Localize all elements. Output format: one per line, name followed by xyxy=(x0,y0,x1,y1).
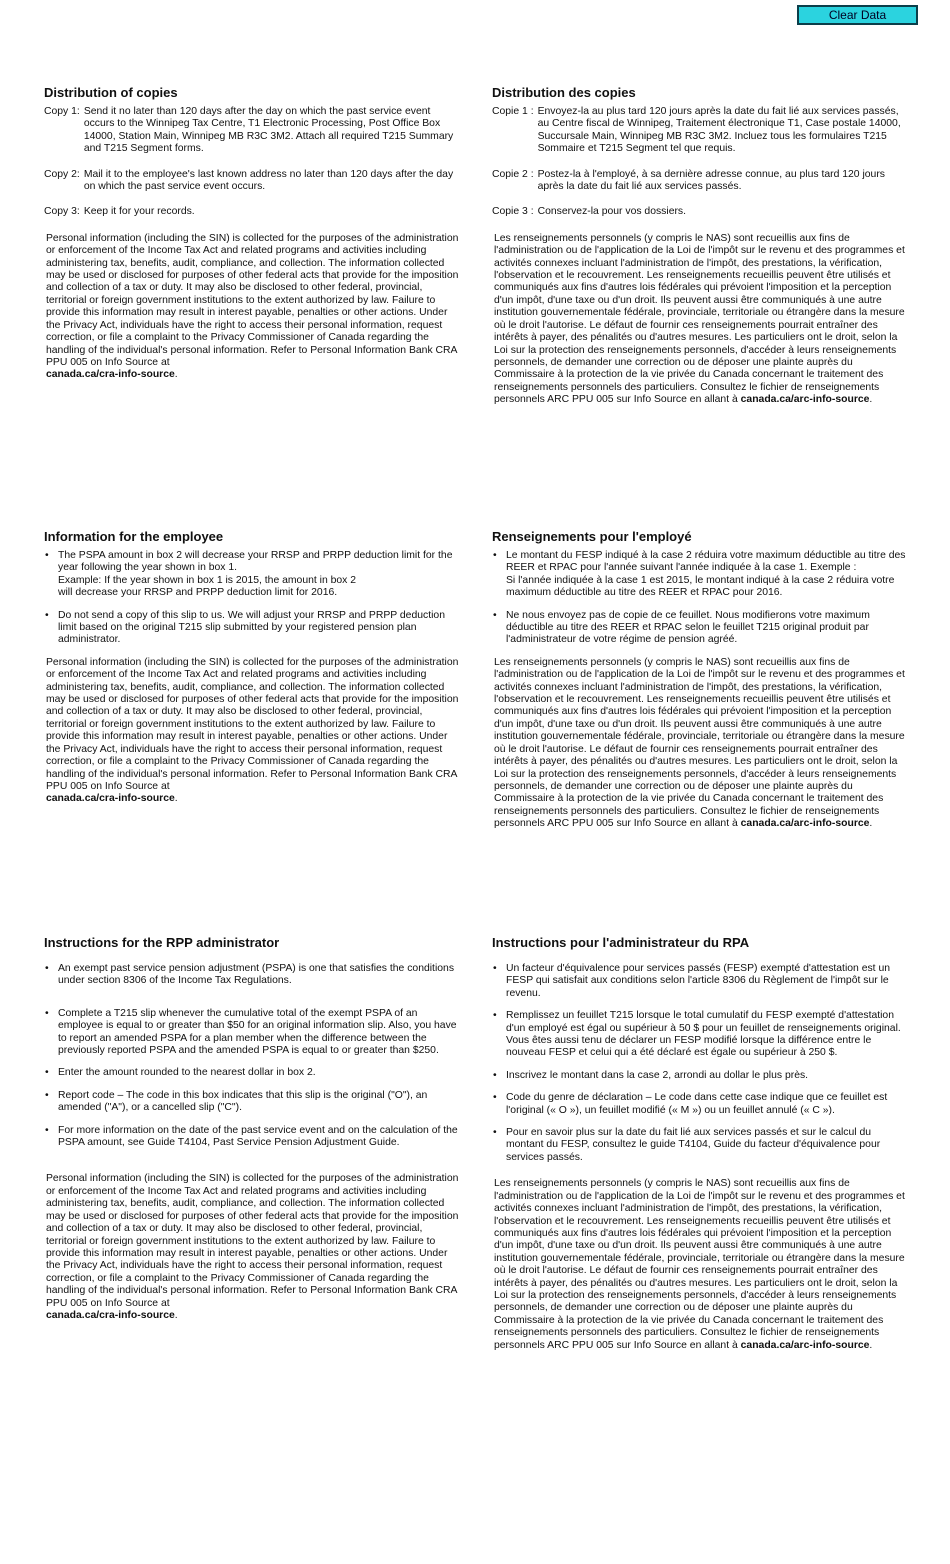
list-item: • Le montant du FESP indiqué à la case 2 réduira votre maximum déductible au titre des REER et RPAC pour l'année suivant l'année indiquée à la case 1. Exemple : Si l'année indiquée à la case 1 est 2015, le montant indiqué à la case 2 réduira votre maximum déductible au titre des REER et RPAC pour 2016. xyxy=(492,550,910,600)
copy-2-fr: Copie 2 : Postez-la à l'employé, à sa dernière adresse connue, au plus tard 120 jours après la date du fait lié aux services passés. xyxy=(492,168,885,193)
info-source-link-en: canada.ca/cra-info-source xyxy=(46,1309,175,1321)
list-item: • For more information on the date of the past service event and on the calculation of the PSPA amount, see Guide T4104, Past Service Pension Adjustment Guide. xyxy=(44,1125,462,1150)
list-item: • The PSPA amount in box 2 will decrease your RRSP and PRPP deduction limit for the year following the year shown in box 1. Example: If the year shown in box 1 is 2015, the amount in box 2 will decrease your RRSP and PRPP deduction limit for 2016. xyxy=(44,550,462,600)
info-source-link-fr: canada.ca/arc-info-source xyxy=(740,1339,870,1351)
distribution-title-fr: Distribution des copies xyxy=(492,85,636,100)
info-source-link-fr: canada.ca/arc-info-source xyxy=(740,394,870,406)
administrator-instructions-en xyxy=(44,935,462,1322)
employee-title-en: Information for the employee xyxy=(44,529,224,544)
list-item: • Un facteur d'équivalence pour services passés (FESP) exempté d'attestation est un FESP qui satisfait aux conditions selon l'article 8306 du Règlement de l'impôt sur le revenu. xyxy=(492,963,910,1000)
privacy-notice-fr: Les renseignements personnels (y compris le NAS) sont recueillis aux fins de l'administration ou de l'application de la Loi de l'impôt sur le revenu et des programmes et activités connexes incluant l'administration de l'impôt, des prestations, la vérification, l'observation et le recouvrement. Les renseignements recueillis peuvent être utilisés et communiqués aux fins d'autres lois fédérales qui prévoient l'imposition et la perception d'un impôt, d'une taxe ou d'un droit. Ils peuvent aussi être communiqués à une autre institution gouvernementale fédérale, provinciale, territoriale ou étrangère dans la mesure où le droit l'autorise. Le défaut de fournir ces renseignements pourrait entraîner des intérêts à payer, des pénalités ou d'autres mesures. Les particuliers ont le droit, selon la Loi sur la protection des renseignements personnels, d'accéder à leurs renseignements personnels, de demander une correction ou de déposer une plainte auprès du Commissaire à la protection de la vie privée du Canada concernant le traitement des renseignements personnels des particuliers. Consultez le fichier de renseignements personnels ARC PPU 005 sur Info Source en allant à canada.ca/arc-info-source. xyxy=(494,1178,905,1351)
administrator-title-fr: Instructions pour l'administrateur du RPA xyxy=(492,935,750,950)
distribution-title-en: Distribution of copies xyxy=(44,85,178,100)
info-source-link-en: canada.ca/cra-info-source xyxy=(46,369,175,381)
list-item: • Ne nous envoyez pas de copie de ce feuillet. Nous modifierons votre maximum déductible au titre des REER et RPAC selon le feuillet T215 original produit par l'administrateur de votre régime de pension agréé. xyxy=(492,610,910,647)
list-item: • Remplissez un feuillet T215 lorsque le total cumulatif du FESP exempté d'attestation d'un employé est égal ou supérieur à 50 $ pour un feuillet de renseignements original. Vous êtes aussi tenu de déclarer un FESP modifié lorsque la différence entre le nouveau FESP et celui qui a été déclaré est égale ou supérieur à 250 $. xyxy=(492,1010,910,1060)
info-source-link-fr: canada.ca/arc-info-source xyxy=(740,818,870,830)
list-item: • Code du genre de déclaration – Le code dans cette case indique que ce feuillet est l'original (« O »), un feuillet modifié (« M ») ou un feuillet annulé (« C »). xyxy=(492,1092,910,1117)
copy-3-fr: Copie 3 : Conservez-la pour vos dossiers. xyxy=(492,206,687,218)
employee-info-fr xyxy=(492,529,910,831)
copy-2-en: Copy 2: Mail it to the employee's last known address no later than 120 days after the day on which the past service event occurs. xyxy=(44,168,454,193)
list-item: • Complete a T215 slip whenever the cumulative total of the exempt PSPA of an employee is equal to or greater than $50 for an original information slip. Also, you have to report an amended PSPA for a plan member when the difference between the previously reported PSPA and the amended PSPA is equal to or greater than $250. xyxy=(44,1008,462,1058)
administrator-title-en: Instructions for the RPP administrator xyxy=(44,935,280,950)
privacy-notice-fr: Les renseignements personnels (y compris le NAS) sont recueillis aux fins de l'administration ou de l'application de la Loi de l'impôt sur le revenu et des programmes et activités connexes incluant l'administration de l'impôt, des prestations, la vérification, l'observation et le recouvrement. Les renseignements recueillis peuvent être utilisés et communiqués aux fins d'autres lois fédérales qui prévoient l'imposition et la perception d'un impôt, d'une taxe ou d'un droit. Ils peuvent aussi être communiqués à une autre institution gouvernementale fédérale, provinciale, territoriale ou étrangère dans la mesure où le droit l'autorise. Le défaut de fournir ces renseignements pourrait entraîner des intérêts à payer, des pénalités ou d'autres mesures. Les particuliers ont le droit, selon la Loi sur la protection des renseignements personnels, d'accéder à leurs renseignements personnels, de demander une correction ou de déposer une plainte auprès du Commissaire à la protection de la vie privée du Canada concernant le traitement des renseignements personnels des particuliers. Consultez le fichier de renseignements personnels ARC PPU 005 sur Info Source en allant à canada.ca/arc-info-source. xyxy=(494,656,905,830)
employee-info-en xyxy=(44,529,462,806)
list-item: • Pour en savoir plus sur la date du fait lié aux services passés et sur le calcul du montant du FESP, consultez le guide T4104, Guide du facteur d'équivalence pour services passés. xyxy=(492,1127,910,1164)
clear-data-button[interactable]: Clear Data xyxy=(797,5,918,25)
copy-1-fr: Copie 1 : Envoyez-la au plus tard 120 jours après la date du fait lié aux services passés, au Centre fiscal de Winnipeg, Traitement électronique T1, Case postale 14000, Succursale Main, Winnipeg MB R3C 3M2. Incluez tous les formulaires T215 Sommaire et T215 Segment tel que requis. xyxy=(492,106,901,155)
employee-title-fr: Renseignements pour l'employé xyxy=(492,529,692,544)
list-item: • Inscrivez le montant dans la case 2, arrondi au dollar le plus près. xyxy=(492,1070,910,1082)
list-item: • Do not send a copy of this slip to us. We will adjust your RRSP and PRPP deduction limit based on the original T215 slip submitted by your registered pension plan administrator. xyxy=(44,610,462,647)
info-source-link-en: canada.ca/cra-info-source xyxy=(46,793,175,805)
distribution-fr xyxy=(492,85,910,407)
privacy-notice-en: Personal information (including the SIN) is collected for the purposes of the administration or enforcement of the Income Tax Act and related programs and activities including administering tax, benefits, audit, compliance, and collection. The information collected may be used or disclosed for purposes of other federal acts that provide for the imposition and collection of a tax or duty. It may also be disclosed to other federal, provincial, territorial or foreign government institutions to the extent authorized by law. Failure to provide this information may result in interest payable, penalties or other actions. Under the Privacy Act, individuals have the right to access their personal information, request correction, or file a complaint to the Privacy Commissioner of Canada regarding the handling of the individual's personal information. Refer to Personal Information Bank CRA PPU 005 on Info Source at canada.ca/cra-info-source. xyxy=(46,1173,459,1321)
list-item: • Enter the amount rounded to the nearest dollar in box 2. xyxy=(44,1067,462,1079)
administrator-instructions-fr xyxy=(492,935,910,1352)
list-item: • An exempt past service pension adjustment (PSPA) is one that satisfies the conditions under section 8306 of the Income Tax Regulations. xyxy=(44,963,462,988)
list-item: • Report code – The code in this box indicates that this slip is the original ("O"), an amended ("A"), or a cancelled slip ("C"). xyxy=(44,1090,462,1115)
copy-3-en: Copy 3: Keep it for your records. xyxy=(44,206,195,218)
distribution-en xyxy=(44,85,462,382)
privacy-notice-fr: Les renseignements personnels (y compris le NAS) sont recueillis aux fins de l'administration ou de l'application de la Loi de l'impôt sur le revenu et des programmes et activités connexes incluant l'administration de l'impôt, des prestations, la vérification, l'observation et le recouvrement. Les renseignements recueillis peuvent être utilisés et communiqués aux fins d'autres lois fédérales qui prévoient l'imposition et la perception d'un impôt, d'une taxe ou d'un droit. Ils peuvent aussi être communiqués à une autre institution gouvernementale fédérale, provinciale, territoriale ou étrangère dans la mesure où le droit l'autorise. Le défaut de fournir ces renseignements pourrait entraîner des intérêts à payer, des pénalités ou d'autres mesures. Les particuliers ont le droit, selon la Loi sur la protection des renseignements personnels, d'accéder à leurs renseignements personnels, de demander une correction ou de déposer une plainte auprès du Commissaire à la protection de la vie privée du Canada concernant le traitement des renseignements personnels des particuliers. Consultez le fichier de renseignements personnels ARC PPU 005 sur Info Source en allant à canada.ca/arc-info-source. xyxy=(494,232,905,406)
privacy-notice-en: Personal information (including the SIN) is collected for the purposes of the administration or enforcement of the Income Tax Act and related programs and activities including administering tax, benefits, audit, compliance, and collection. The information collected may be used or disclosed for purposes of other federal acts that provide for the imposition and collection of a tax or duty. It may also be disclosed to other federal, provincial, territorial or foreign government institutions to the extent authorized by law. Failure to provide this information may result in interest payable, penalties or other actions. Under the Privacy Act, individuals have the right to access their personal information, request correction, or file a complaint to the Privacy Commissioner of Canada regarding the handling of the individual's personal information. Refer to Personal Information Bank CRA PPU 005 on Info Source at canada.ca/cra-info-source. xyxy=(46,656,459,805)
copy-1-en: Copy 1: Send it no later than 120 days after the day on which the past service event occurs to the Winnipeg Tax Centre, T1 Electronic Processing, Post Office Box 14000, Station Main, Winnipeg MB R3C 3M2. Attach all required T215 Summary and T215 Segment forms. xyxy=(44,106,454,155)
privacy-notice-en: Personal information (including the SIN) is collected for the purposes of the administration or enforcement of the Income Tax Act and related programs and activities including administering tax, benefits, audit, compliance, and collection. The information collected may be used or disclosed for purposes of other federal acts that provide for the imposition and collection of a tax or duty. It may also be disclosed to other federal, provincial, territorial or foreign government institutions to the extent authorized by law. Failure to provide this information may result in interest payable, penalties or other actions. Under the Privacy Act, individuals have the right to access their personal information, request correction, or file a complaint to the Privacy Commissioner of Canada regarding the handling of the individual's personal information. Refer to Personal Information Bank CRA PPU 005 on Info Source at canada.ca/cra-info-source. xyxy=(46,232,459,381)
